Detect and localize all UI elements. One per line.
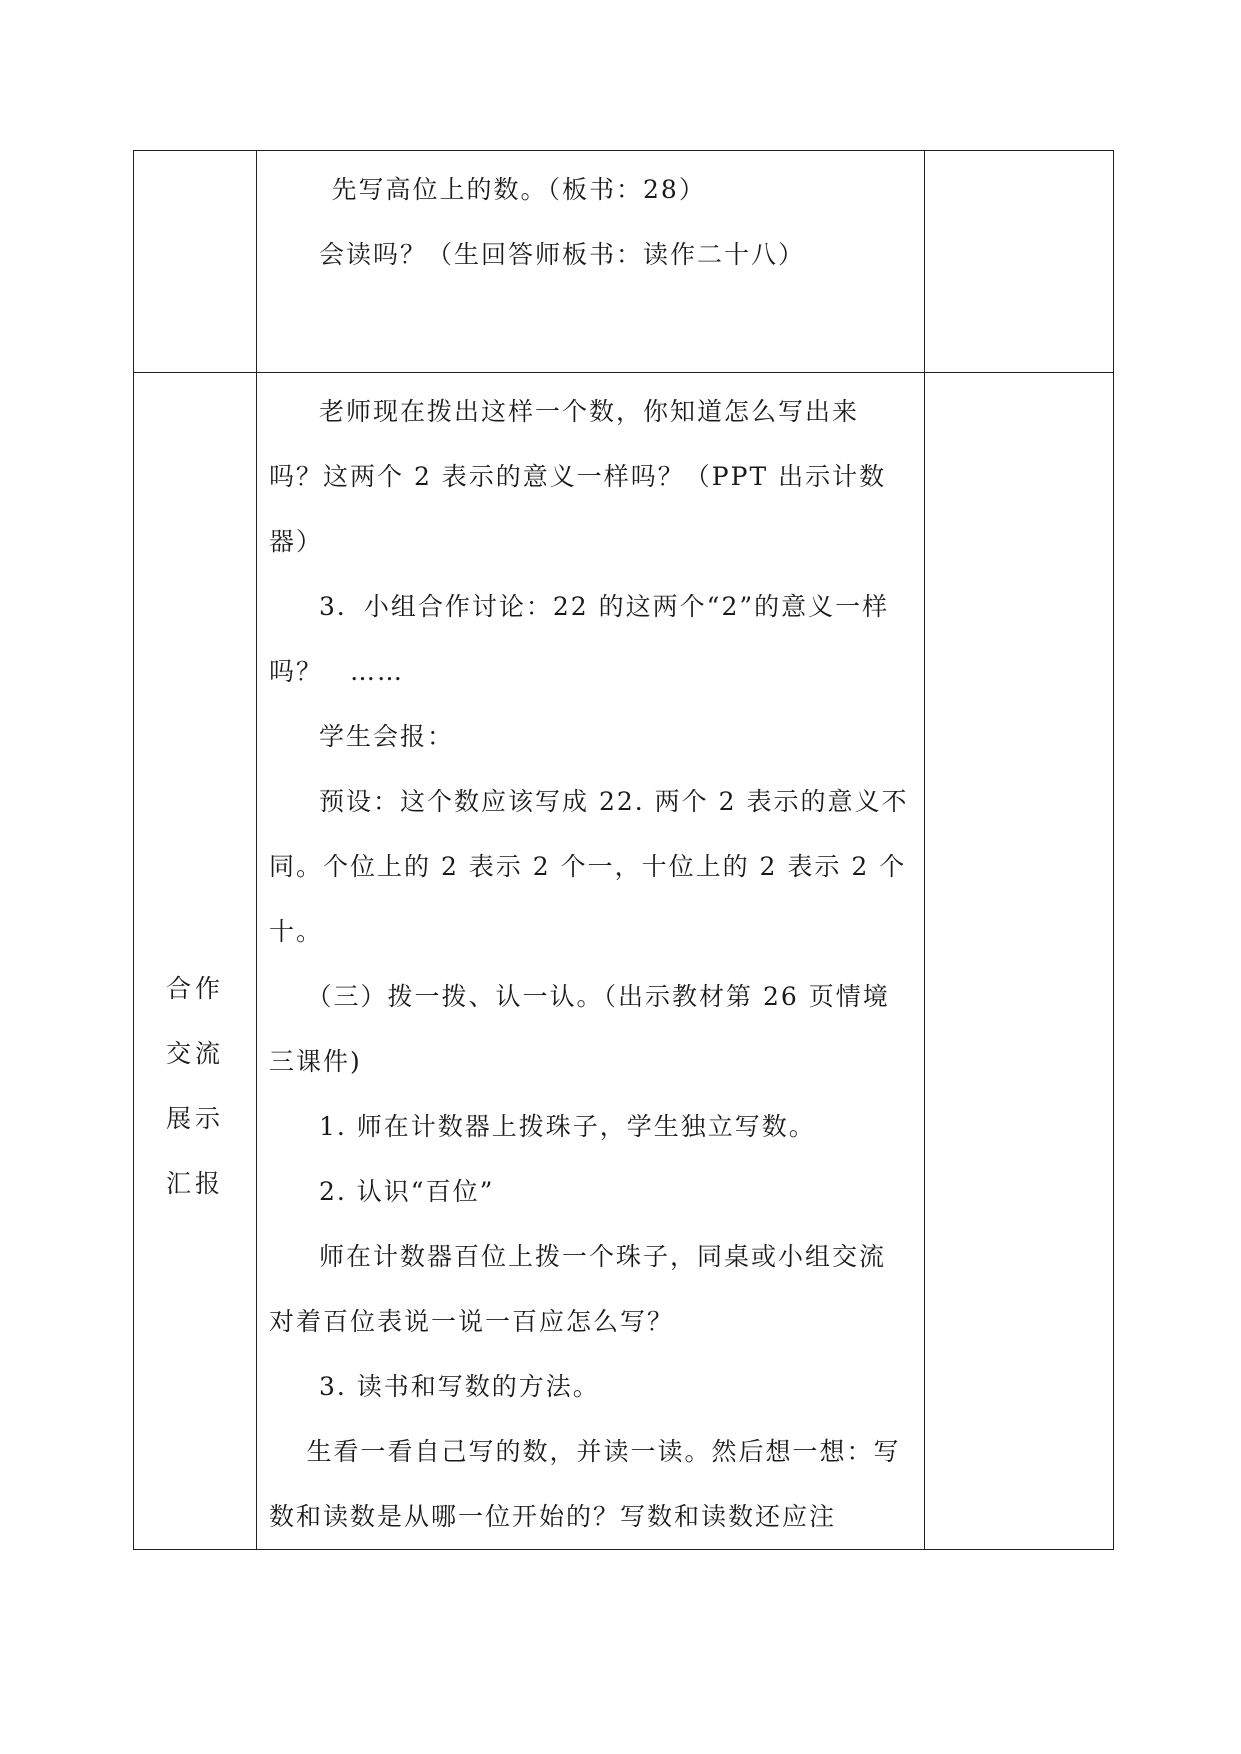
- table-row: [134, 373, 1114, 1550]
- activity-cell: [257, 151, 925, 373]
- text-paragraph: 3．小组合作讨论：22 的这两个“2”的意义一样吗？ ……: [269, 592, 890, 686]
- notes-cell: [925, 373, 1114, 1550]
- text-paragraph: （三）拨一拨、认一认。（出示教材第 26 页情境三课件): [269, 982, 890, 1076]
- text-line: 先写高位上的数。（板书：28）: [331, 175, 706, 204]
- text-paragraph: 3. 读书和写数的方法。: [319, 1372, 600, 1401]
- table-row: [134, 151, 1114, 373]
- stage-label-cell: [134, 373, 257, 1550]
- text-paragraph: 2. 认识“百位”: [319, 1177, 495, 1206]
- text-paragraph: 老师现在拨出这样一个数，你知道怎么写出来吗？这两个 2 表示的意义一样吗？（PPT 出示计数器）: [269, 397, 887, 556]
- text-paragraph: 师在计数器百位上拨一个珠子，同桌或小组交流对着百位表说一说一百应怎么写？: [269, 1242, 887, 1336]
- text-paragraph: 生看一看自己写的数，并读一读。然后想一想：写数和读数是从哪一位开始的？写数和读数还应注: [269, 1437, 901, 1531]
- notes-cell: [925, 151, 1114, 373]
- stage-label-cell: [134, 151, 257, 373]
- text-line: 会读吗？（生回答师板书：读作二十八）: [319, 240, 806, 269]
- text-paragraph: 学生会报：: [319, 722, 455, 751]
- activity-cell: [257, 373, 925, 1550]
- lesson-plan-table: [133, 150, 1114, 1550]
- stage-label: 合作 交流 展示 汇报: [165, 974, 224, 1198]
- text-paragraph: 预设：这个数应该写成 22. 两个 2 表示的意义不同。个位上的 2 表示 2 个一，十位上的 2 表示 2 个十。: [269, 787, 909, 946]
- text-paragraph: 1. 师在计数器上拨珠子，学生独立写数。: [319, 1112, 816, 1141]
